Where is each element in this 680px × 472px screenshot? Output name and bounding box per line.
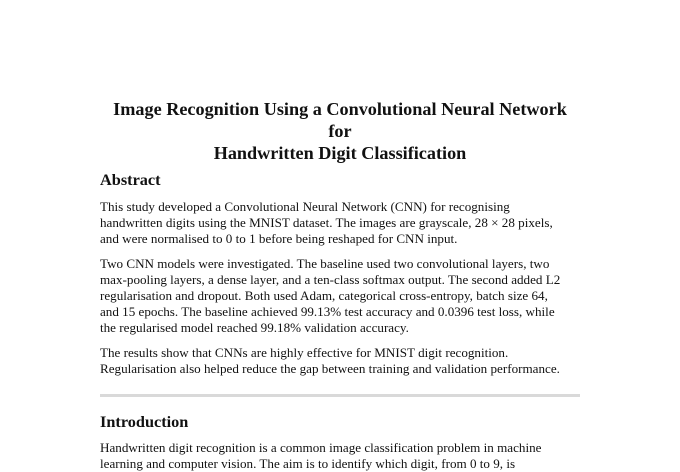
abstract-paragraph-2: Two CNN models were investigated. The baseline used two convolutional layers, two max-pooling layers, a dense layer, and a ten-class softmax output. The second added L2 regularisation and dropout. Both used Adam, categorical cross-entropy, batch size 64, and 15 epochs. The baseline achieved 99.13% test accuracy and 0.0396 test loss, while the regularised model reached 99.18% validation accuracy.: [100, 256, 561, 335]
paper-title-line-2: Handwritten Digit Classification: [213, 143, 467, 163]
abstract-heading: Abstract: [100, 170, 161, 189]
paper-title-line-1: Image Recognition Using a Convolutional Neural Network for: [113, 99, 567, 141]
abstract-paragraph-1: This study developed a Convolutional Neural Network (CNN) for recognising handwritten digits using the MNIST dataset. The images are grayscale, 28 × 28 pixels, and were normalised to 0 to 1 before being reshaped for CNN input.: [100, 199, 553, 246]
abstract-paragraph-3: The results show that CNNs are highly effective for MNIST digit recognition. Regularisation also helped reduce the gap between training and validation performance.: [100, 345, 560, 376]
paper-content: [100, 98, 580, 472]
introduction-paragraph: Handwritten digit recognition is a common image classification problem in machine learning and computer vision. The aim is to identify which digit, from 0 to 9, is: [100, 440, 542, 471]
paper-title: [100, 98, 580, 164]
introduction-heading: Introduction: [100, 412, 189, 431]
section-divider: [100, 394, 580, 397]
